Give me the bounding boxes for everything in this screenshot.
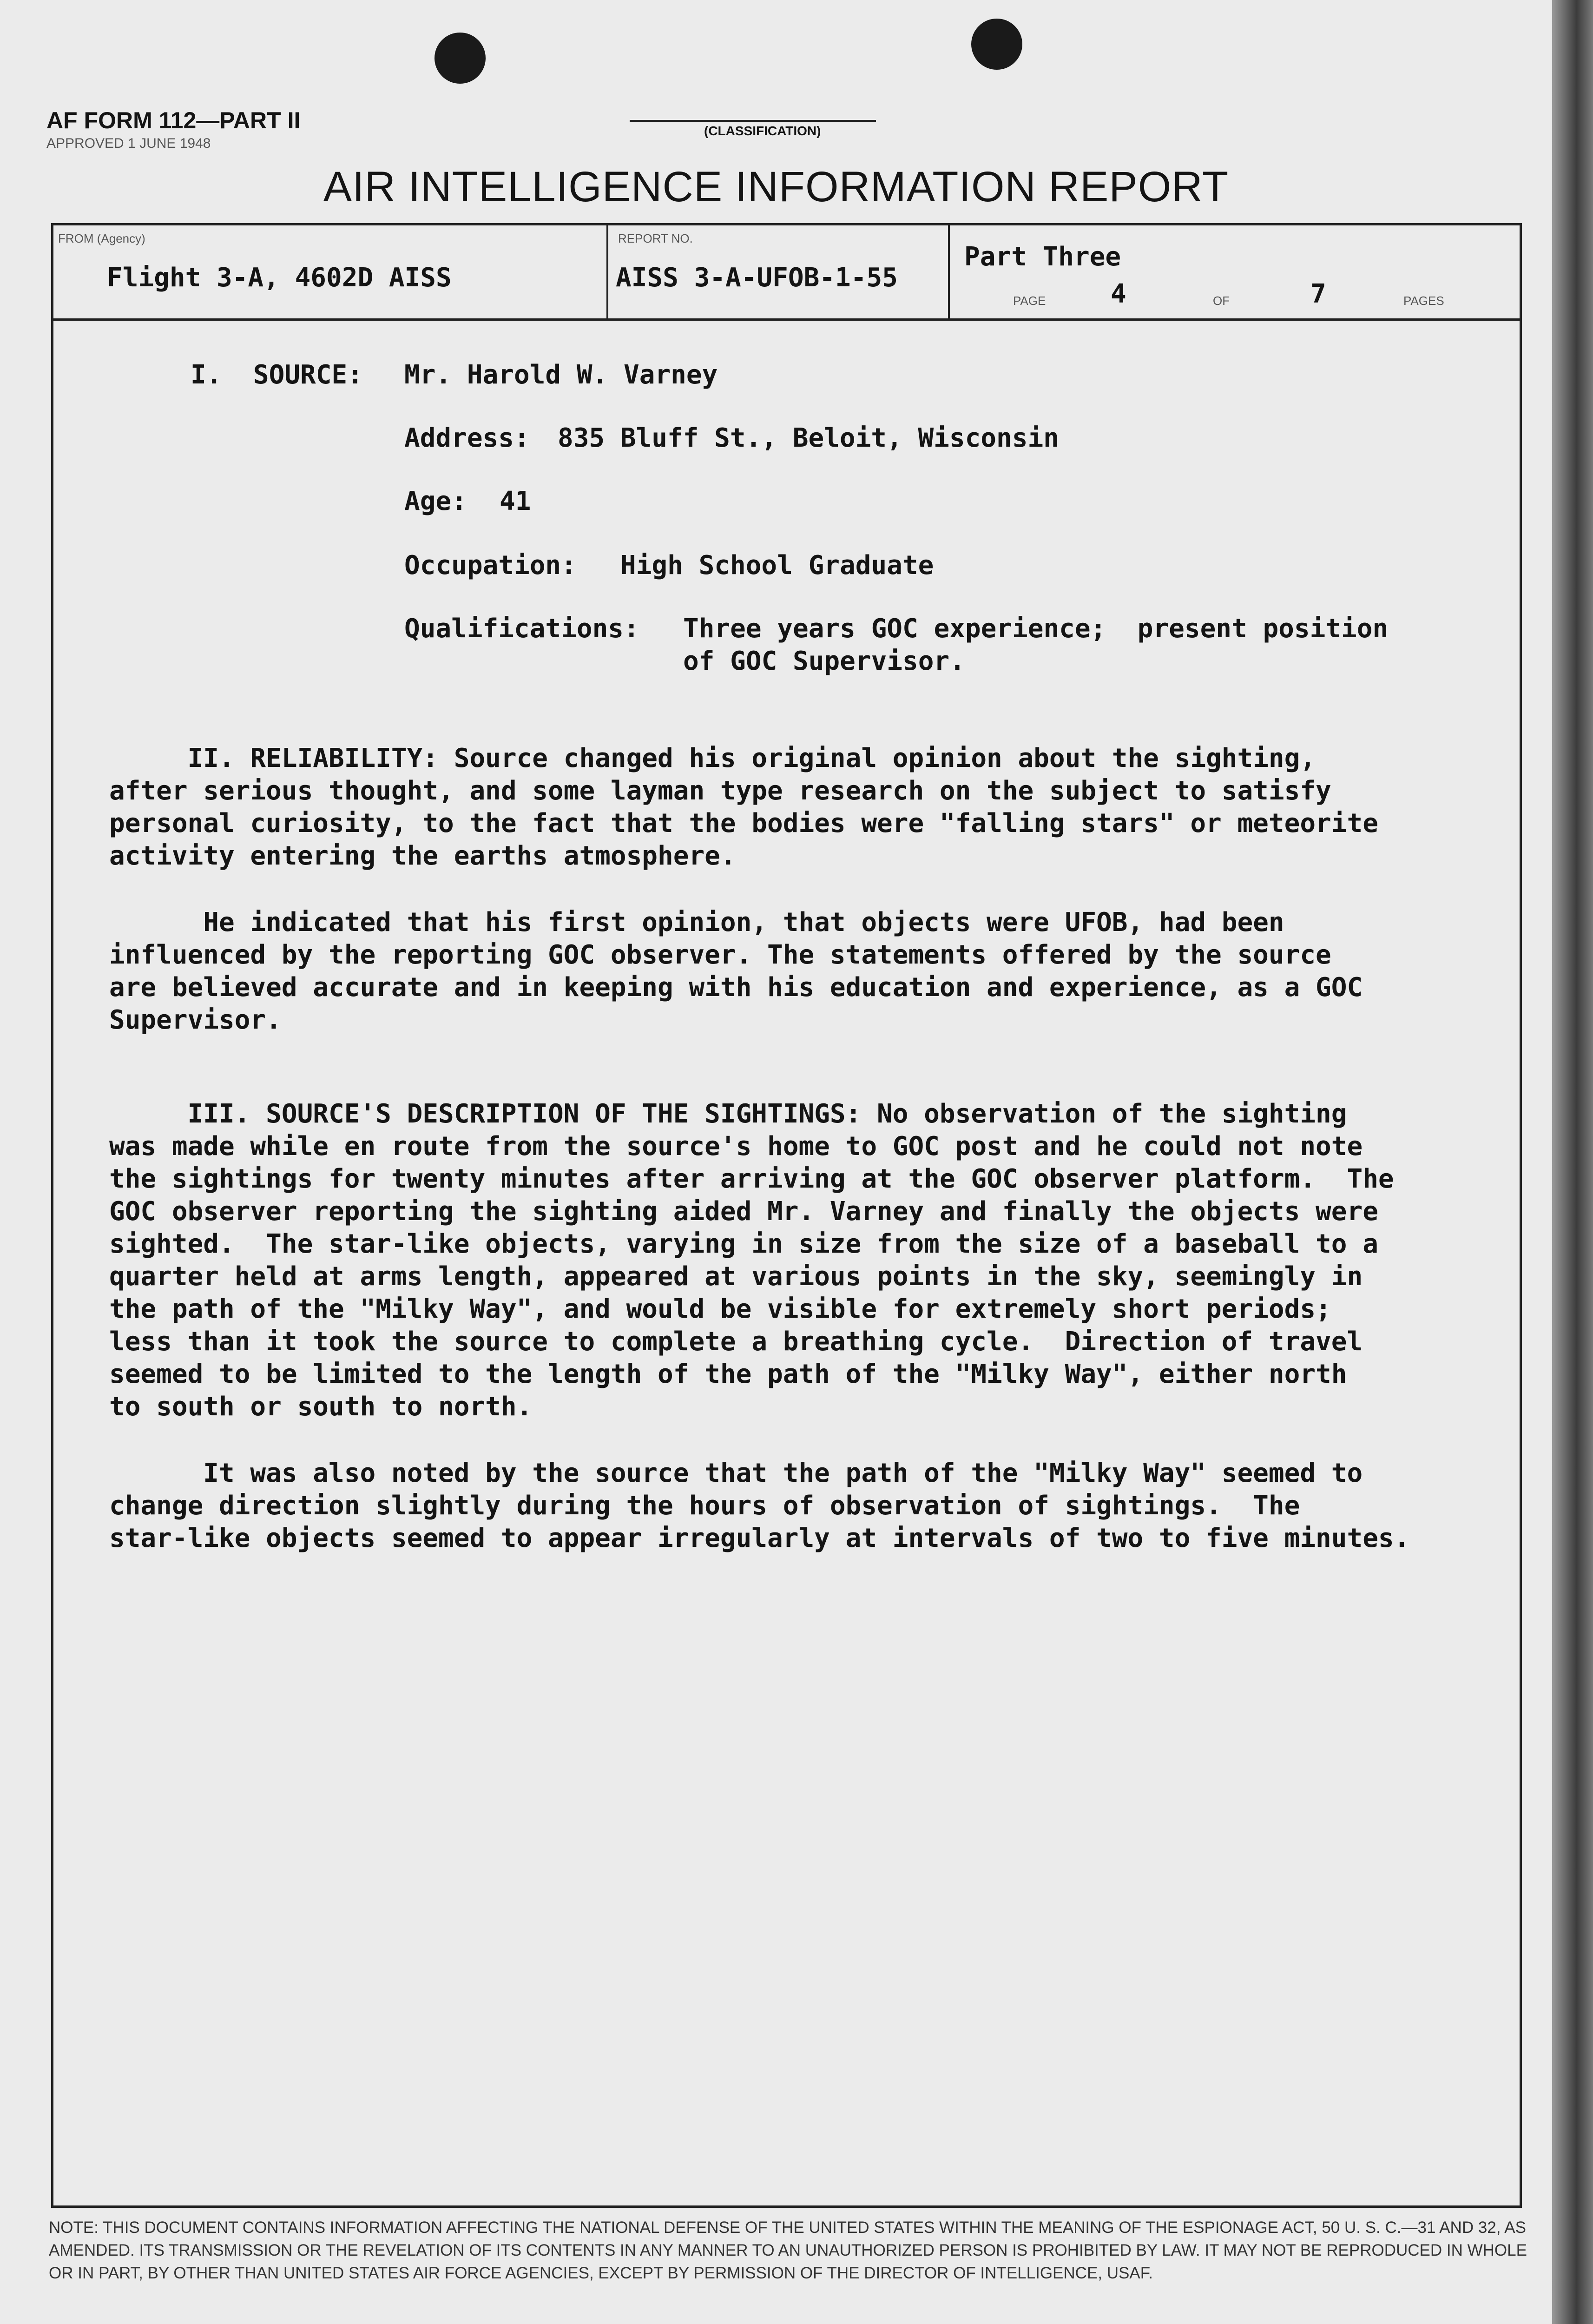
text-line: personal curiosity, to the fact that the bodies were "falling stars" or meteorite [109, 808, 1378, 838]
classification-line-top [630, 120, 876, 122]
qualifications-label: Qualifications: [404, 614, 639, 644]
age-value: 41 [500, 486, 531, 516]
source-heading: I. SOURCE: [191, 360, 363, 390]
report-no-label: REPORT NO. [618, 231, 693, 245]
espionage-act-notice: NOTE: THIS DOCUMENT CONTAINS INFORMATION AFFECTING THE NATIONAL DEFENSE OF THE UNITED STATES WITHIN THE MEANING OF THE ESPIONAGE ACT, 50 U. S. C.—31 AND 32, AS AMENDED. ITS TRANSMISSION OR THE REVELATION OF ITS CONTENTS IN ANY MANNER TO AN UNAUTHORIZED PERSON IS PROHIBITED BY LAW. IT MAY NOT BE REPRODUCED IN WHOLE OR IN PART, BY OTHER THAN UNITED STATES AIR FORCE AGENCIES, EXCEPT BY PERMISSION OF THE DIRECTOR OF INTELLIGENCE, USAF. [49, 2218, 1527, 2282]
punch-hole-right [971, 19, 1022, 70]
text-line: the path of the "Milky Way", and would be visible for extremely short periods; [109, 1294, 1331, 1324]
punch-hole-left [434, 33, 486, 84]
text-line: sighted. The star-like objects, varying in size from the size of a baseball to a [109, 1229, 1378, 1259]
from-label: FROM (Agency) [58, 231, 145, 245]
form-id: AF FORM 112—PART II [46, 107, 301, 133]
of-value: 7 [1310, 279, 1326, 309]
text-line: was made while en route from the source's home to GOC post and he could not note [109, 1131, 1363, 1162]
text-line: less than it took the source to complete a breathing cycle. Direction of travel [109, 1327, 1363, 1357]
report-no-value: AISS 3-A-UFOB-1-55 [616, 263, 898, 293]
address-label: Address: [404, 423, 530, 453]
qualifications-line2: of GOC Supervisor. [683, 646, 965, 676]
header-divider-1 [606, 225, 608, 321]
occupation-value: High School Graduate [620, 550, 934, 581]
text-line: Supervisor. [109, 1005, 282, 1035]
source-name: Mr. Harold W. Varney [404, 360, 718, 390]
scan-edge [1552, 0, 1593, 2324]
address-value: 835 Bluff St., Beloit, Wisconsin [558, 423, 1059, 453]
text-line: star-like objects seemed to appear irregularly at intervals of two to five minutes. [109, 1523, 1410, 1553]
report-title: AIR INTELLIGENCE INFORMATION REPORT [323, 163, 1229, 211]
qualifications-line1: Three years GOC experience; present position [683, 614, 1389, 644]
text-line: change direction slightly during the hours of observation of sightings. The [109, 1491, 1300, 1521]
text-line: are believed accurate and in keeping with his education and experience, as a GOC [109, 972, 1363, 1003]
pages-label: PAGES [1403, 294, 1444, 308]
classification-top: (CLASSIFICATION) [704, 124, 821, 138]
from-value: Flight 3-A, 4602D AISS [107, 263, 452, 293]
text-line: the sightings for twenty minutes after arriving at the GOC observer platform. The [109, 1164, 1394, 1194]
page-label: PAGE [1013, 294, 1046, 308]
text-line: GOC observer reporting the sighting aided Mr. Varney and finally the objects were [109, 1196, 1378, 1227]
text-line: III. SOURCE'S DESCRIPTION OF THE SIGHTINGS: No observation of the sighting [109, 1099, 1347, 1129]
part-value: Part Three [964, 242, 1121, 272]
header-divider-2 [948, 225, 950, 321]
text-line: activity entering the earths atmosphere. [109, 841, 736, 871]
of-label: OF [1213, 294, 1230, 308]
text-line: He indicated that his first opinion, that objects were UFOB, had been [109, 907, 1284, 938]
age-label: Age: [404, 486, 467, 516]
form-approved-date: APPROVED 1 JUNE 1948 [46, 136, 211, 151]
text-line: to south or south to north. [109, 1392, 533, 1422]
text-line: influenced by the reporting GOC observer. The statements offered by the source [109, 940, 1331, 970]
text-line: quarter held at arms length, appeared at various points in the sky, seemingly in [109, 1261, 1363, 1292]
text-line: II. RELIABILITY: Source changed his original opinion about the sighting, [109, 743, 1316, 773]
text-line: after serious thought, and some layman type research on the subject to satisfy [109, 776, 1331, 806]
text-line: seemed to be limited to the length of the path of the "Milky Way", either north [109, 1359, 1347, 1389]
text-line: It was also noted by the source that the path of the "Milky Way" seemed to [109, 1458, 1363, 1488]
page-value: 4 [1111, 279, 1126, 309]
occupation-label: Occupation: [404, 550, 577, 581]
